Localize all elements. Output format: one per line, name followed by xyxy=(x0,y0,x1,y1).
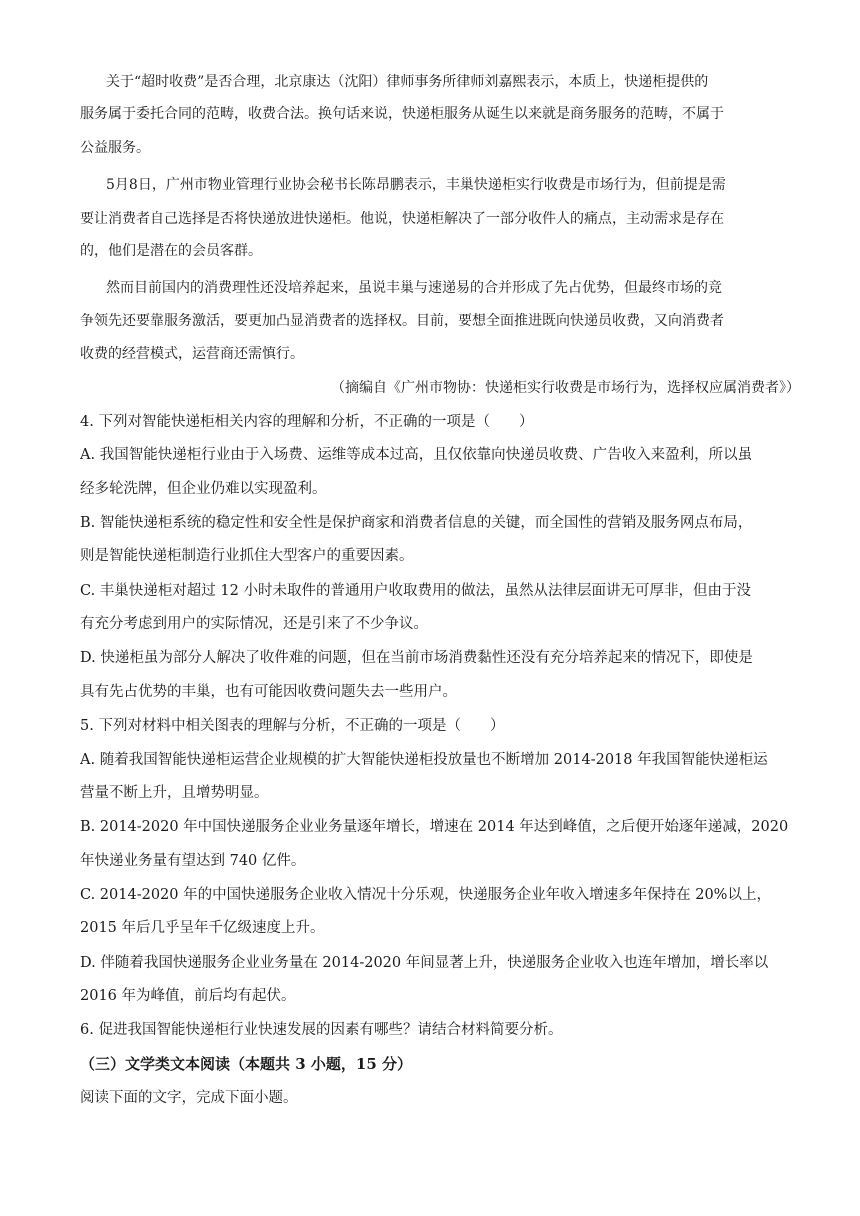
question-stem: 6. 促进我国智能快递柜行业快速发展的因素有哪些？请结合材料简要分析。 xyxy=(80,1022,563,1038)
paragraph-line: 争领先还要靠服务激活，要更加凸显消费者的选择权。目前，要想全面推进既向快递员收费，又向消费者 xyxy=(80,313,724,329)
paragraph-line: 要让消费者自己选择是否将快递放进快递柜。他说，快递柜解决了一部分收件人的痛点，主动需求是存在 xyxy=(80,211,724,227)
option-line: A. 我国智能快递柜行业由于入场费、运维等成本过高，且仅依靠向快递员收费、广告收入来盈利，所以虽 xyxy=(80,447,753,463)
option-line: D. 快递柜虽为部分人解决了收件难的问题，但在当前市场消费黏性还没有充分培养起来的情况下，即使是 xyxy=(80,650,753,666)
paragraph-line: 然而目前国内的消费理性还没培养起来，虽说丰巢与速递易的合并形成了先占优势，但最终市场的竞 xyxy=(106,280,722,296)
option-line: A. 随着我国智能快递柜运营企业规模的扩大智能快递柜投放量也不断增加 2014-2018 年我国智能快递柜运 xyxy=(80,752,768,768)
option-line: 经多轮洗牌，但企业仍难以实现盈利。 xyxy=(80,481,327,497)
option-line: B. 2014-2020 年中国快递服务企业业务量逐年增长，增速在 2014 年达到峰值，之后便开始逐年递减，2020 xyxy=(80,819,789,835)
option-line: 营量不断上升，且增势明显。 xyxy=(80,785,269,801)
question-stem: 4. 下列对智能快递柜相关内容的理解和分析，不正确的一项是（ ） xyxy=(80,414,534,430)
source-citation: （摘编自《广州市物协：快递柜实行收费是市场行为，选择权应属消费者》） xyxy=(331,380,800,396)
paragraph-line: 服务属于委托合同的范畴，收费合法。换句话来说，快递柜服务从诞生以来就是商务服务的范畴，不属于 xyxy=(80,106,724,122)
option-line: C. 丰巢快递柜对超过 12 小时未取件的普通用户收取费用的做法，虽然从法律层面讲无可厚非，但由于没 xyxy=(80,583,751,599)
option-line: 2015 年后几乎呈年千亿级速度上升。 xyxy=(80,920,325,936)
paragraph-line: 的，他们是潜在的会员客群。 xyxy=(80,243,262,259)
section-heading: （三）文学类文本阅读（本题共 3 小题，15 分） xyxy=(80,1055,412,1073)
section-instruction: 阅读下面的文字，完成下面小题。 xyxy=(80,1090,298,1106)
option-line: C. 2014-2020 年的中国快递服务企业收入情况十分乐观，快递服务企业年收入增速多年保持在 20%以上， xyxy=(80,887,771,903)
option-line: 具有先占优势的丰巢，也有可能因收费问题失去一些用户。 xyxy=(80,684,457,700)
option-line: D. 伴随着我国快递服务企业业务量在 2014-2020 年间显著上升，快递服务企业收入也连年增加，增长率以 xyxy=(80,955,769,971)
paragraph-line: 公益服务。 xyxy=(80,140,150,156)
option-line: 有充分考虑到用户的实际情况，还是引来了不少争议。 xyxy=(80,616,428,632)
paragraph-line: 5月8日，广州市物业管理行业协会秘书长陈昂鹏表示，丰巢快递柜实行收费是市场行为，但前提是需 xyxy=(106,177,726,193)
option-line: 年快递业务量有望达到 740 亿件。 xyxy=(80,853,306,869)
paragraph-line: 收费的经营模式，运营商还需慎行。 xyxy=(80,346,304,362)
option-line: 则是智能快递柜制造行业抓住大型客户的重要因素。 xyxy=(80,548,414,564)
option-line: B. 智能快递柜系统的稳定性和安全性是保护商家和消费者信息的关键，而全国性的营销及服务网点布局， xyxy=(80,515,753,531)
option-line: 2016 年为峰值，前后均有起伏。 xyxy=(80,988,296,1004)
paragraph-line: 关于“超时收费”是否合理，北京康达（沈阳）律师事务所律师刘嘉熙表示，本质上，快递柜提供的 xyxy=(106,74,709,90)
question-stem: 5. 下列对材料中相关图表的理解与分析，不正确的一项是（ ） xyxy=(80,718,505,734)
